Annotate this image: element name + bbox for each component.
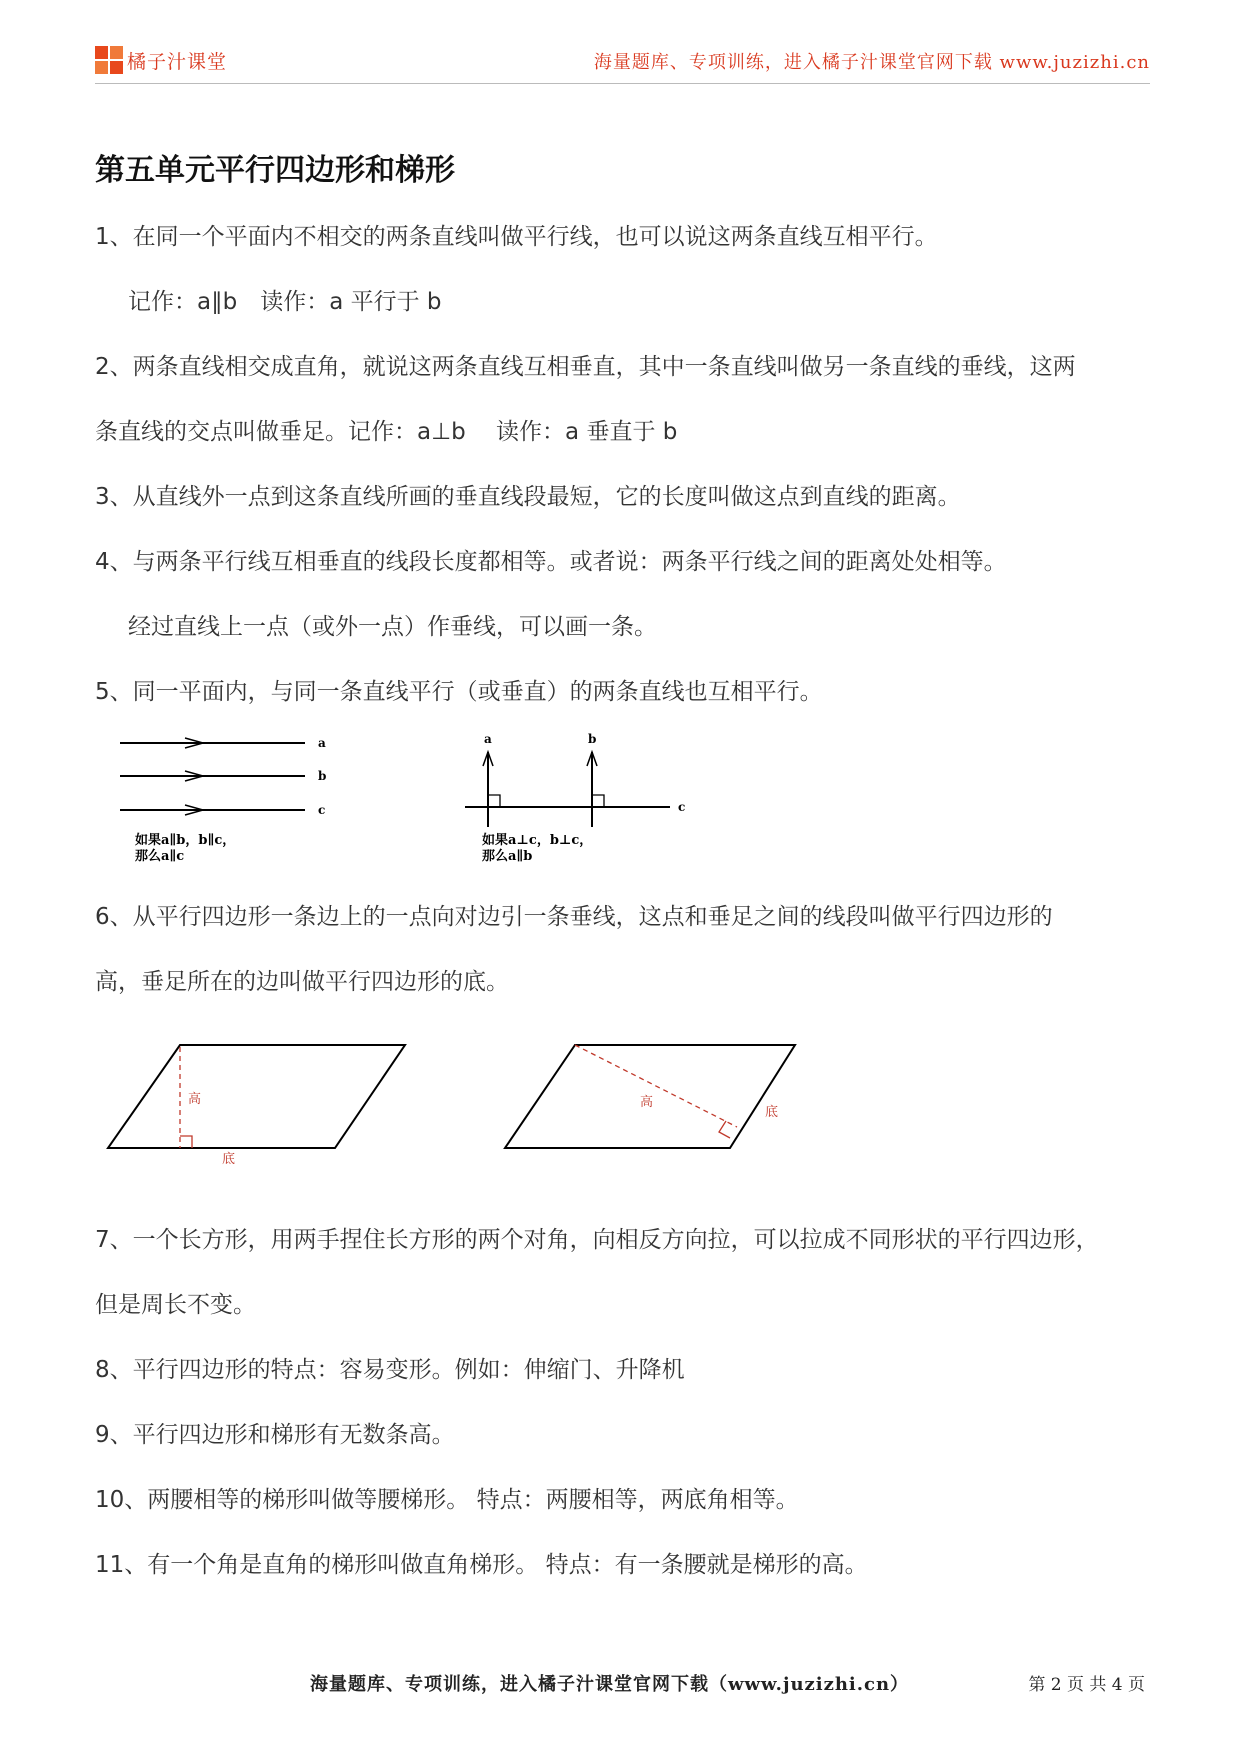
parallel-caption-2: 那么a∥c <box>135 849 185 864</box>
line-label-b: b <box>318 769 327 783</box>
point-4: 4、与两条平行线互相垂直的线段长度都相等。或者说：两条平行线之间的距离处处相等。 <box>95 549 1007 575</box>
point-11: 11、有一个角是直角的梯形叫做直角梯形。 特点：有一条腰就是梯形的高。 <box>95 1552 868 1578</box>
line-label-c: c <box>318 803 326 817</box>
point-3: 3、从直线外一点到这条直线所画的垂直线段最短，它的长度叫做这点到直线的距离。 <box>95 484 961 510</box>
page-title: 第五单元平行四边形和梯形 <box>95 153 455 188</box>
point-4-note: 经过直线上一点（或外一点）作垂线，可以画一条。 <box>128 614 657 640</box>
page-footer <box>0 1670 1240 1700</box>
header-slogan: 海量题库、专项训练，进入橘子汁课堂官网下载 www.juzizhi.cn <box>593 52 1150 73</box>
height-label-2: 高 <box>640 1095 654 1110</box>
perp-label-a: a <box>484 732 492 746</box>
page-header <box>95 40 1150 80</box>
point-9: 9、平行四边形和梯形有无数条高。 <box>95 1422 455 1448</box>
point-1: 1、在同一个平面内不相交的两条直线叫做平行线，也可以说这两条直线互相平行。 <box>95 224 938 250</box>
point-5: 5、同一平面内，与同一条直线平行（或垂直）的两条直线也互相平行。 <box>95 679 823 705</box>
parallelogram-vertical-height-figure <box>100 1035 420 1165</box>
header-divider <box>95 83 1150 84</box>
brand-logo <box>95 46 227 74</box>
point-1-notation: 记作：a∥b 读作：a 平行于 b <box>128 289 442 315</box>
point-7-line1: 7、一个长方形，用两手捏住长方形的两个对角，向相反方向拉，可以拉成不同形状的平行四边形， <box>95 1227 1099 1253</box>
point-10: 10、两腰相等的梯形叫做等腰梯形。 特点：两腰相等，两底角相等。 <box>95 1487 799 1513</box>
footer-slogan: 海量题库、专项训练，进入橘子汁课堂官网下载（www.juzizhi.cn） <box>310 1674 910 1695</box>
point-6-line2: 高，垂足所在的边叫做平行四边形的底。 <box>95 969 509 995</box>
page-number: 第 2 页 共 4 页 <box>1028 1675 1145 1695</box>
base-label-1: 底 <box>222 1152 236 1165</box>
perp-caption-2: 那么a∥b <box>482 849 533 864</box>
point-6-line1: 6、从平行四边形一条边上的一点向对边引一条垂线，这点和垂足之间的线段叫做平行四边形的 <box>95 904 1053 930</box>
point-8: 8、平行四边形的特点：容易变形。例如：伸缩门、升降机 <box>95 1357 685 1383</box>
line-label-a: a <box>318 736 326 750</box>
point-7-line2: 但是周长不变。 <box>95 1292 256 1318</box>
parallel-lines-figure <box>115 730 345 870</box>
point-2-line2: 条直线的交点叫做垂足。记作：a⊥b 读作：a 垂直于 b <box>95 419 678 445</box>
perpendicular-lines-figure <box>460 730 700 870</box>
perp-label-b: b <box>588 732 597 746</box>
logo-text: 橘子汁课堂 <box>127 50 228 73</box>
parallel-caption-1: 如果a∥b，b∥c， <box>135 833 236 848</box>
logo-icon <box>95 46 123 74</box>
base-label-2: 底 <box>765 1105 779 1120</box>
point-2-line1: 2、两条直线相交成直角，就说这两条直线互相垂直，其中一条直线叫做另一条直线的垂线，这两 <box>95 354 1076 380</box>
perp-caption-1: 如果a⊥c，b⊥c， <box>482 833 593 848</box>
parallelogram-slanted-height-figure <box>500 1035 820 1165</box>
height-label-1: 高 <box>188 1092 202 1107</box>
perp-label-c: c <box>678 800 686 814</box>
